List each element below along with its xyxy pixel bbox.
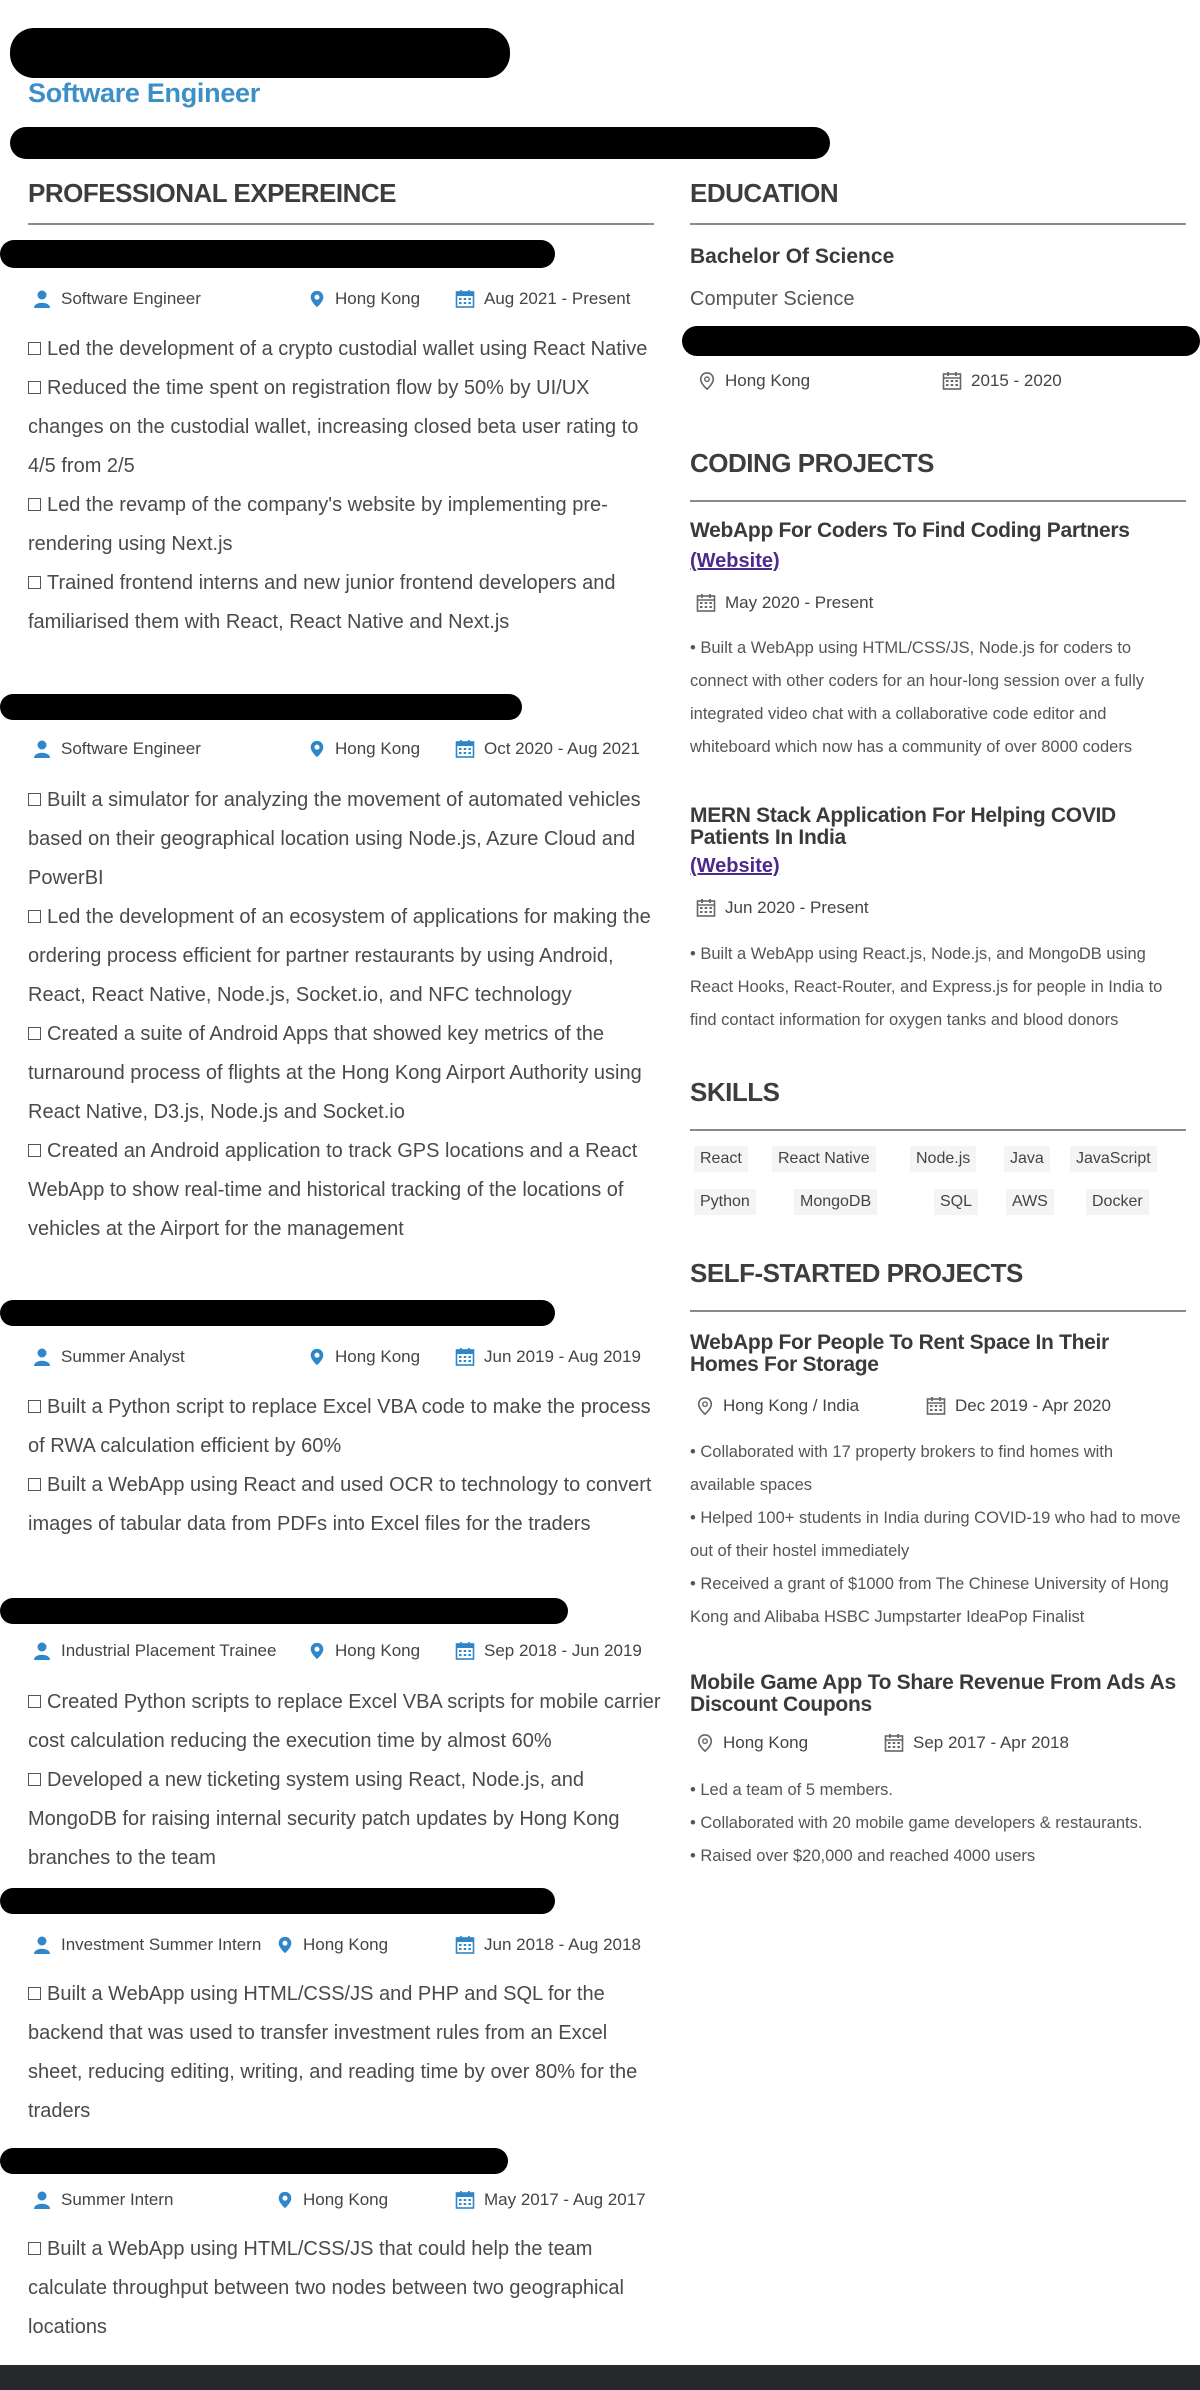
job-location: Hong Kong <box>276 2190 388 2210</box>
section-rule <box>690 1310 1186 1312</box>
skill-tag: Python <box>694 1189 756 1215</box>
job-location: Hong Kong <box>308 1347 420 1367</box>
project-title: MERN Stack Application For Helping COVID Patients In India <box>690 804 1116 849</box>
skill-tag: Java <box>1004 1146 1050 1172</box>
section-skills-heading: SKILLS <box>690 1077 780 1107</box>
redacted-company-3 <box>0 1300 555 1326</box>
project-date: Dec 2019 - Apr 2020 <box>926 1396 1111 1416</box>
bullet: Built a WebApp using HTML/CSS/JS that could help the team calculate throughput between two nodes between two geographical locations <box>28 2238 624 2338</box>
bullet: Built a WebApp using HTML/CSS/JS and PHP and SQL for the backend that was used to transfer investment rules from an Excel sheet, reducing editing, writing, and reading time by over 80% for the traders <box>28 1983 638 2122</box>
redacted-contact <box>10 127 830 159</box>
calendar-icon <box>455 1347 475 1367</box>
section-rule <box>690 223 1186 225</box>
redacted-name <box>10 28 510 78</box>
checkbox-bullet-icon <box>28 381 41 394</box>
job-date: Sep 2018 - Jun 2019 <box>455 1641 642 1661</box>
bullet: Built a WebApp using React and used OCR to technology to convert images of tabular data from PDFs into Excel files for the traders <box>28 1474 652 1535</box>
project-bullets <box>690 1774 1190 1873</box>
skill-tag: Docker <box>1086 1189 1149 1215</box>
bullet: • Raised over $20,000 and reached 4000 users <box>690 1847 1036 1865</box>
job-bullets <box>28 1388 660 1544</box>
redacted-company-6 <box>0 2148 508 2174</box>
calendar-icon <box>455 1935 475 1955</box>
field-of-study: Computer Science <box>690 288 855 310</box>
bullet: • Helped 100+ students in India during COVID-19 who had to move out of their hostel immediately <box>690 1509 1181 1560</box>
calendar-icon <box>696 593 716 613</box>
job-bullets <box>28 781 668 1249</box>
education-location: Hong Kong <box>698 371 810 391</box>
calendar-icon <box>455 289 475 309</box>
job-date: Jun 2018 - Aug 2018 <box>455 1935 641 1955</box>
redacted-company-1 <box>0 240 555 268</box>
skill-tag: MongoDB <box>794 1189 877 1215</box>
project-website-link[interactable]: (Website) <box>690 550 780 572</box>
bullet: • Collaborated with 20 mobile game developers & restaurants. <box>690 1814 1143 1832</box>
bullet: Led the development of an ecosystem of applications for making the ordering process efficient for partner restaurants by using Android, React, React Native, Node.js, Socket.io, and NFC technology <box>28 906 651 1006</box>
location-pin-icon <box>308 1641 326 1661</box>
bullet: • Collaborated with 17 property brokers to find homes with available spaces <box>690 1443 1114 1494</box>
person-icon <box>32 2190 52 2210</box>
person-icon <box>32 739 52 759</box>
job-location: Hong Kong <box>308 739 420 759</box>
calendar-icon <box>926 1396 946 1416</box>
location-pin-icon <box>696 1733 714 1753</box>
job-role: Investment Summer Intern <box>32 1935 261 1955</box>
section-rule <box>690 500 1186 502</box>
job-title: Software Engineer <box>28 78 260 108</box>
skill-tag: AWS <box>1006 1189 1054 1215</box>
job-bullets <box>28 2230 668 2347</box>
job-date: Jun 2019 - Aug 2019 <box>455 1347 641 1367</box>
job-location: Hong Kong <box>308 1641 420 1661</box>
bullet: Developed a new ticketing system using React, Node.js, and MongoDB for raising internal security patch updates by Hong Kong branches to the team <box>28 1769 620 1869</box>
checkbox-bullet-icon <box>28 793 41 806</box>
job-bullets <box>28 1975 648 2131</box>
bullet: Built a Python script to replace Excel VBA code to make the process of RWA calculation efficient by 60% <box>28 1396 651 1457</box>
skill-tag: React <box>694 1146 748 1172</box>
job-location <box>308 289 420 309</box>
checkbox-bullet-icon <box>28 910 41 923</box>
project-date: Sep 2017 - Apr 2018 <box>884 1733 1069 1753</box>
section-education-heading: EDUCATION <box>690 178 839 208</box>
project-location: Hong Kong / India <box>696 1396 859 1416</box>
redacted-company-2 <box>0 694 522 720</box>
project-title: WebApp For People To Rent Space In Their Homes For Storage <box>690 1331 1109 1376</box>
project-title: Mobile Game App To Share Revenue From Ads As Discount Coupons <box>690 1671 1176 1716</box>
skill-tag: SQL <box>934 1189 978 1215</box>
checkbox-bullet-icon <box>28 1144 41 1157</box>
redacted-company-5 <box>0 1888 555 1914</box>
checkbox-bullet-icon <box>28 1027 41 1040</box>
skill-tag: Node.js <box>910 1146 976 1172</box>
redacted-company-4 <box>0 1598 568 1624</box>
job-role-text: Software Engineer <box>61 289 201 308</box>
section-rule <box>690 1129 1186 1131</box>
project-date: Jun 2020 - Present <box>696 898 869 918</box>
bullet: Created an Android application to track GPS locations and a React WebApp to show real-time and historical tracking of the locations of vehicles at the Airport for the management <box>28 1140 638 1240</box>
location-pin-icon <box>308 289 326 309</box>
job-date <box>455 289 630 309</box>
job-role: Industrial Placement Trainee <box>32 1641 276 1661</box>
checkbox-bullet-icon <box>28 1695 41 1708</box>
project-date: May 2020 - Present <box>696 593 873 613</box>
bullet: Trained frontend interns and new junior frontend developers and familiarised them with React, React Native and Next.js <box>28 572 616 633</box>
skill-tag: JavaScript <box>1070 1146 1157 1172</box>
project-description: • Built a WebApp using React.js, Node.js, and MongoDB using React Hooks, React-Router, and Express.js for people in India to find contact information for oxygen tanks and blood donors <box>690 945 1163 1029</box>
location-pin-icon <box>276 2190 294 2210</box>
location-pin-icon <box>276 1935 294 1955</box>
location-pin-icon <box>698 371 716 391</box>
checkbox-bullet-icon <box>28 1400 41 1413</box>
calendar-icon <box>696 898 716 918</box>
skill-tag: React Native <box>772 1146 876 1172</box>
job-role <box>32 289 201 309</box>
calendar-icon <box>455 2190 475 2210</box>
person-icon <box>32 1935 52 1955</box>
job-location: Hong Kong <box>276 1935 388 1955</box>
job-role: Summer Analyst <box>32 1347 185 1367</box>
section-self-projects-heading: SELF-STARTED PROJECTS <box>690 1258 1023 1288</box>
location-pin-icon <box>308 1347 326 1367</box>
project-bullets <box>690 1436 1182 1634</box>
job-date: Oct 2020 - Aug 2021 <box>455 739 640 759</box>
checkbox-bullet-icon <box>28 2242 41 2255</box>
checkbox-bullet-icon <box>28 1773 41 1786</box>
location-pin-icon <box>308 739 326 759</box>
checkbox-bullet-icon <box>28 576 41 589</box>
job-role: Software Engineer <box>32 739 201 759</box>
checkbox-bullet-icon <box>28 342 41 355</box>
checkbox-bullet-icon <box>28 498 41 511</box>
project-description: • Built a WebApp using HTML/CSS/JS, Node.js for coders to connect with other coders for an hour-long session over a fully integrated video chat with a collaborative code editor and whiteboard which now has a community of over 8000 coders <box>690 639 1144 756</box>
person-icon <box>32 1641 52 1661</box>
section-experience-heading: PROFESSIONAL EXPEREINCE <box>28 178 396 208</box>
project-website-link[interactable]: (Website) <box>690 855 780 877</box>
job-date-text: Aug 2021 - Present <box>484 289 631 308</box>
section-coding-heading: CODING PROJECTS <box>690 448 934 478</box>
checkbox-bullet-icon <box>28 1987 41 2000</box>
project-title: WebApp For Coders To Find Coding Partners <box>690 519 1130 542</box>
redacted-university <box>682 326 1200 356</box>
section-rule <box>28 223 654 225</box>
calendar-icon <box>455 1641 475 1661</box>
calendar-icon <box>942 371 962 391</box>
job-role: Summer Intern <box>32 2190 173 2210</box>
bottom-bar <box>0 2365 1200 2390</box>
calendar-icon <box>884 1733 904 1753</box>
person-icon <box>32 1347 52 1367</box>
job-bullets <box>28 330 663 642</box>
bullet: • Led a team of 5 members. <box>690 1781 893 1799</box>
degree: Bachelor Of Science <box>690 245 895 268</box>
bullet: Reduced the time spent on registration flow by 50% by UI/UX changes on the custodial wallet, increasing closed beta user rating to 4/5 from 2/5 <box>28 377 639 477</box>
location-pin-icon <box>696 1396 714 1416</box>
project-location: Hong Kong <box>696 1733 808 1753</box>
checkbox-bullet-icon <box>28 1478 41 1491</box>
job-bullets <box>28 1683 668 1878</box>
job-date: May 2017 - Aug 2017 <box>455 2190 646 2210</box>
education-date: 2015 - 2020 <box>942 371 1062 391</box>
bullet: Led the development of a crypto custodial wallet using React Native <box>28 330 663 369</box>
bullet: Built a simulator for analyzing the movement of automated vehicles based on their geographical location using Node.js, Azure Cloud and PowerBI <box>28 789 641 889</box>
calendar-icon <box>455 739 475 759</box>
bullet: Created Python scripts to replace Excel VBA scripts for mobile carrier cost calculation reducing the execution time by almost 60% <box>28 1691 661 1752</box>
person-icon <box>32 289 52 309</box>
bullet: Created a suite of Android Apps that showed key metrics of the turnaround process of flights at the Hong Kong Airport Authority using React Native, D3.js, Node.js and Socket.io <box>28 1023 642 1123</box>
bullet: Led the revamp of the company's website by implementing pre-rendering using Next.js <box>28 494 608 555</box>
bullet: • Received a grant of $1000 from The Chinese University of Hong Kong and Alibaba HSBC Jumpstarter IdeaPop Finalist <box>690 1575 1169 1626</box>
job-location-text: Hong Kong <box>335 289 421 308</box>
